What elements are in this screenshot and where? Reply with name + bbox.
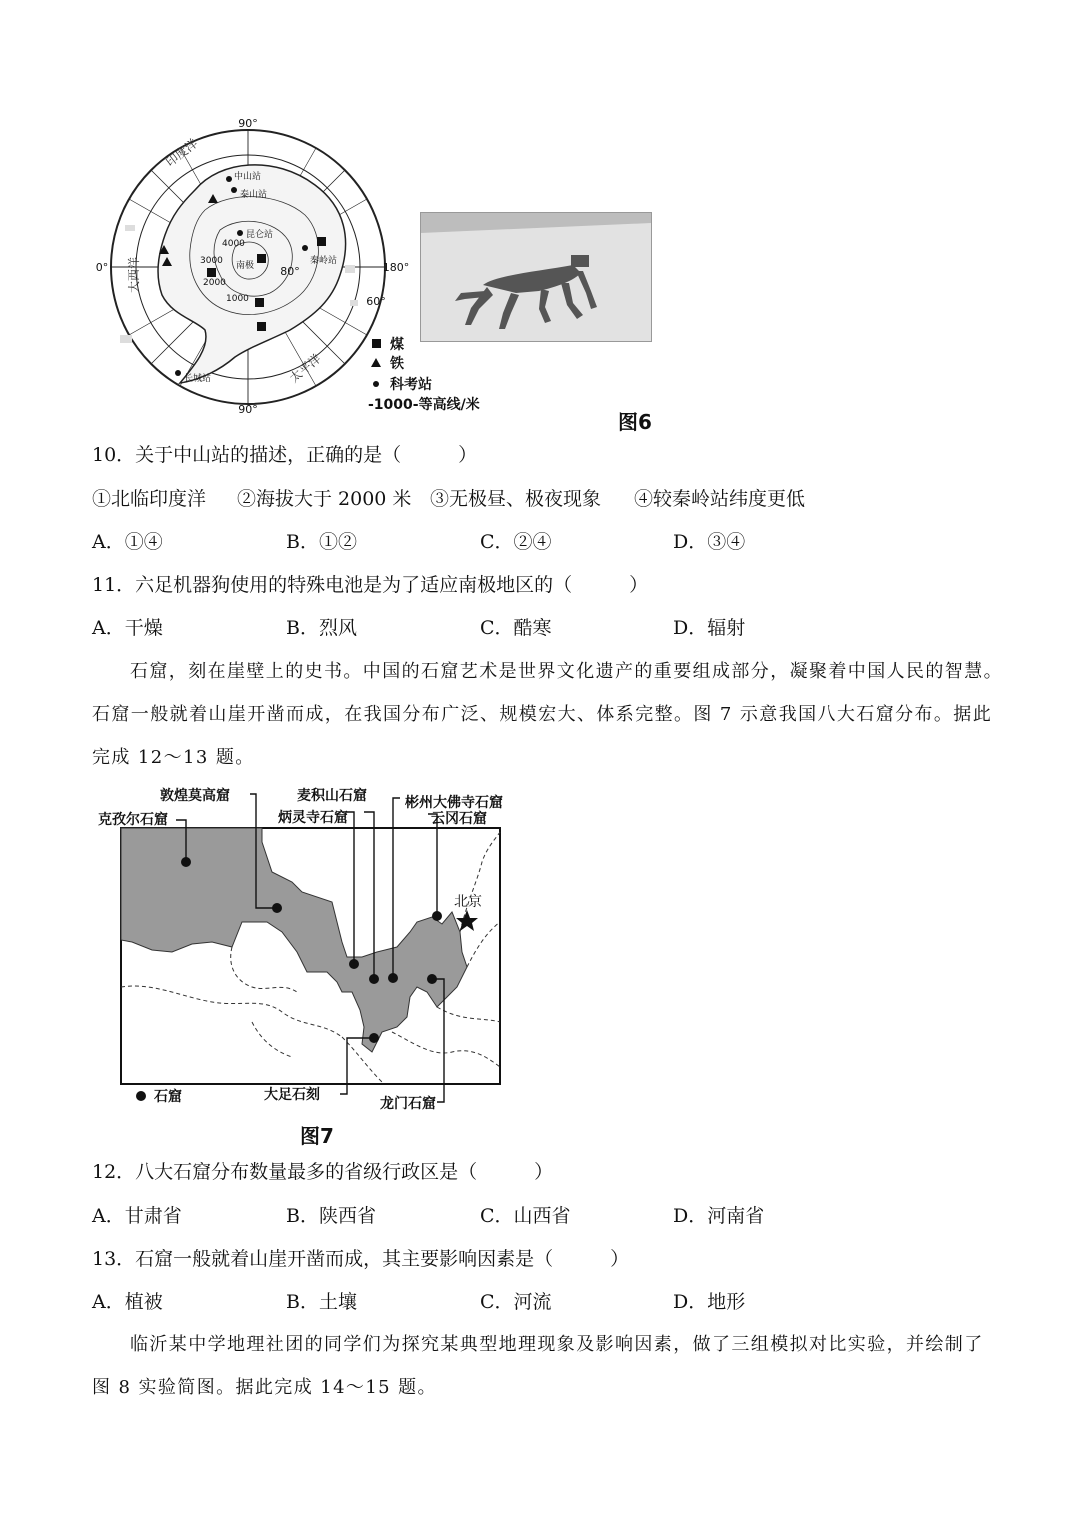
q12-option-b[interactable]: B．陕西省 bbox=[286, 1205, 376, 1227]
q11-option-b[interactable]: B．烈风 bbox=[286, 617, 357, 639]
q11-option-d[interactable]: D．辐射 bbox=[673, 617, 746, 639]
q10-option-a[interactable]: A．①④ bbox=[92, 531, 163, 553]
q10-option-b[interactable]: B．①② bbox=[286, 531, 357, 553]
label-yungang: 云冈石窟 bbox=[431, 811, 487, 827]
q13-option-b[interactable]: B．土壤 bbox=[286, 1291, 357, 1313]
q13-option-d[interactable]: D．地形 bbox=[673, 1291, 746, 1313]
q11-option-c[interactable]: C．酷寒 bbox=[480, 617, 552, 639]
station-label-changcheng: 长城站 bbox=[184, 374, 212, 384]
south-pole-label: 南极 bbox=[236, 261, 255, 271]
q11-option-a[interactable]: A．干燥 bbox=[92, 617, 163, 639]
legend-iron: 铁 bbox=[390, 356, 404, 372]
q10-stem: 10．关于中山站的描述，正确的是（ ） bbox=[92, 444, 478, 466]
q13-option-c[interactable]: C．河流 bbox=[480, 1291, 552, 1313]
q11-stem: 11．六足机器狗使用的特殊电池是为了适应南极地区的（ ） bbox=[92, 574, 649, 596]
ocean-label-atlantic: 大西洋 bbox=[127, 256, 141, 293]
label-maijishan: 麦积山石窟 bbox=[297, 788, 367, 804]
passage2-line2: 图 8 实验简图。据此完成 14～15 题。 bbox=[92, 1377, 437, 1398]
legend-coal: 煤 bbox=[390, 337, 404, 353]
lon-label-180: 180° bbox=[382, 261, 410, 274]
lat-label-60: 60° bbox=[366, 295, 386, 308]
q12-stem: 12．八大石窟分布数量最多的省级行政区是（ ） bbox=[92, 1161, 554, 1183]
legend-station: 科考站 bbox=[390, 377, 432, 393]
q10-statement-3: ③无极昼、极夜现象 bbox=[430, 488, 602, 510]
lon-label-90-bottom: 90° bbox=[238, 403, 258, 416]
q12-option-d[interactable]: D．河南省 bbox=[673, 1205, 765, 1227]
passage2-line1: 临沂某中学地理社团的同学们为探究某典型地理现象及影响因素，做了三组模拟对比实验，并绘制了 bbox=[130, 1334, 984, 1355]
legend-contour: -1000-等高线/米 bbox=[368, 397, 480, 413]
label-binzhou: 彬州大佛寺石窟 bbox=[405, 795, 503, 811]
passage1-line2: 石窟一般就着山崖开凿而成，在我国分布广泛、规模宏大、体系完整。图 7 示意我国八大石窟分布。据此 bbox=[92, 704, 993, 725]
contour-label-4000: 4000 bbox=[222, 239, 245, 249]
q13-option-a[interactable]: A．植被 bbox=[92, 1291, 163, 1313]
q10-statement-4: ④较秦岭站纬度更低 bbox=[634, 488, 806, 510]
lat-label-80: 80° bbox=[280, 265, 300, 278]
contour-label-3000: 3000 bbox=[200, 256, 223, 266]
robot-dog-photo bbox=[420, 212, 652, 342]
robot-dog-illustration bbox=[421, 213, 651, 341]
figure6-antarctic-map bbox=[95, 115, 480, 416]
contour-label-2000: 2000 bbox=[203, 278, 226, 288]
contour-label-1000: 1000 bbox=[226, 294, 249, 304]
legend-grotto: 石窟 bbox=[154, 1089, 182, 1105]
q10-option-c[interactable]: C．②④ bbox=[480, 531, 552, 553]
lon-label-90-top: 90° bbox=[238, 117, 258, 130]
label-longmen: 龙门石窟 bbox=[380, 1096, 436, 1112]
passage1-line1: 石窟，刻在崖壁上的史书。中国的石窟艺术是世界文化遗产的重要组成部分，凝聚着中国人民的智慧。 bbox=[130, 661, 1003, 682]
passage1-line3: 完成 12～13 题。 bbox=[92, 747, 255, 768]
q10-statement-1: ①北临印度洋 bbox=[92, 488, 207, 510]
q13-stem: 13．石窟一般就着山崖开凿而成，其主要影响因素是（ ） bbox=[92, 1248, 630, 1270]
figure7-grottoes-map bbox=[92, 782, 532, 1144]
q12-option-a[interactable]: A．甘肃省 bbox=[92, 1205, 182, 1227]
lon-label-0: 0° bbox=[95, 261, 109, 274]
q12-option-c[interactable]: C．山西省 bbox=[480, 1205, 571, 1227]
label-dazu: 大足石刻 bbox=[264, 1087, 320, 1103]
label-dunhuang: 敦煌莫高窟 bbox=[160, 788, 230, 804]
ocean-label-indian: 印度洋 bbox=[163, 136, 201, 170]
station-label-qinling: 秦岭站 bbox=[310, 256, 338, 266]
ocean-label-pacific: 太平洋 bbox=[286, 351, 324, 386]
station-label-zhongshan: 中山站 bbox=[234, 172, 262, 182]
station-label-taishan: 泰山站 bbox=[240, 190, 268, 200]
label-bingling: 炳灵寺石窟 bbox=[278, 810, 348, 826]
figure6-caption: 图6 bbox=[618, 410, 652, 434]
q10-statement-2: ②海拔大于 2000 米 bbox=[237, 488, 412, 510]
label-kizil: 克孜尔石窟 bbox=[98, 812, 168, 828]
q10-option-d[interactable]: D．③④ bbox=[673, 531, 746, 553]
station-label-kunlun: 昆仑站 bbox=[246, 230, 274, 240]
figure7-caption: 图7 bbox=[300, 1124, 334, 1148]
label-beijing: 北京 bbox=[454, 894, 482, 910]
